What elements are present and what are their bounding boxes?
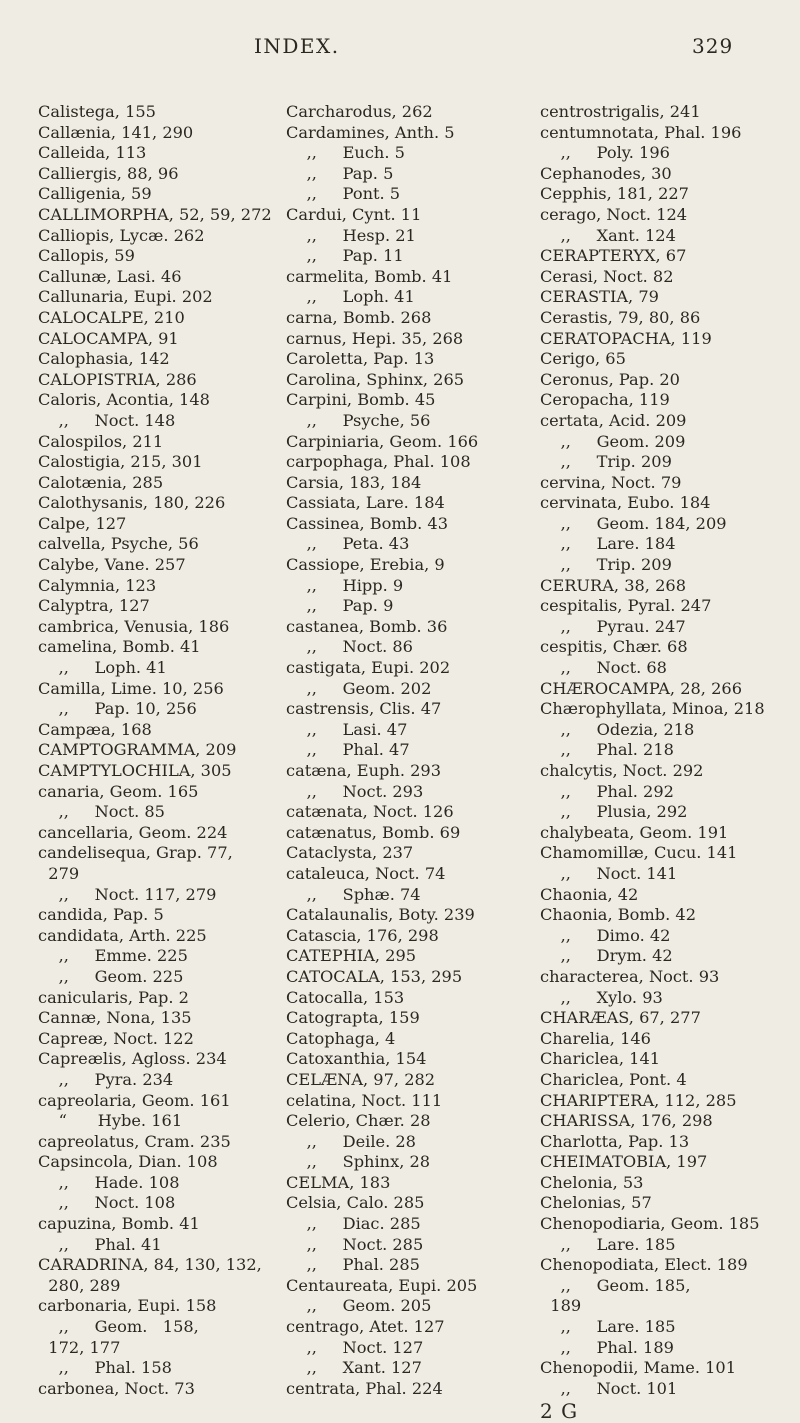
index-entry: capuzina, Bomb. 41 [38, 1214, 200, 1234]
index-entry: ,, Pap. 5 [286, 163, 394, 183]
index-entry: centrata, Phal. 224 [286, 1378, 443, 1398]
index-entry: catænata, Noct. 126 [286, 802, 454, 822]
index-entry: ,, Loph. 41 [38, 658, 167, 678]
index-entry: Calliergis, 88, 96 [38, 163, 179, 183]
index-entry: Callunaria, Eupi. 202 [38, 287, 213, 307]
index-entry: ,, Hesp. 21 [286, 225, 416, 245]
index-entry: carnus, Hepi. 35, 268 [286, 328, 464, 348]
index-entry: ,, Phal. 41 [38, 1234, 162, 1254]
index-entry: Catophaga, 4 [286, 1028, 396, 1048]
index-entry: Carsia, 183, 184 [286, 472, 422, 492]
index-entry: CALOPISTRIA, 286 [38, 369, 197, 389]
index-entry: Cepphis, 181, 227 [540, 184, 689, 204]
index-entry: Calliopis, Lycæ. 262 [38, 225, 205, 245]
index-entry: CHÆROCAMPA, 28, 266 [540, 678, 742, 698]
index-entry: castrensis, Clis. 47 [286, 699, 442, 719]
index-entry: cespitis, Chær. 68 [540, 637, 688, 657]
index-entry: ,, Trip. 209 [540, 555, 672, 575]
index-entry: Callunæ, Lasi. 46 [38, 266, 182, 286]
index-entry: Chenopodiata, Elect. 189 [540, 1255, 748, 1275]
index-entry: Calistega, 155 [38, 102, 156, 121]
index-entry: ,, Pap. 10, 256 [38, 699, 197, 719]
index-entry: cespitalis, Pyral. 247 [540, 596, 712, 616]
page-number: 329 [692, 34, 734, 58]
index-entry: ,, Noct. 68 [540, 658, 667, 678]
index-entry: Capsincola, Dian. 108 [38, 1152, 218, 1172]
index-entry: ,, Hade. 108 [38, 1172, 180, 1192]
index-entry: Caroletta, Pap. 13 [286, 349, 435, 369]
index-entry: Calymnia, 123 [38, 575, 157, 595]
index-entry: CARADRINA, 84, 130, 132, [38, 1255, 262, 1275]
index-entry: Capreælis, Agloss. 234 [38, 1049, 227, 1069]
index-entry: Chelonias, 57 [540, 1193, 652, 1213]
index-entry: carbonaria, Eupi. 158 [38, 1296, 217, 1316]
index-entry: capreolaria, Geom. 161 [38, 1090, 231, 1110]
index-entry: Calospilos, 211 [38, 431, 164, 451]
index-entry: CALLIMORPHA, 52, 59, 272 [38, 204, 272, 224]
index-entry: Catocalla, 153 [286, 987, 405, 1007]
index-entry: camelina, Bomb. 41 [38, 637, 201, 657]
index-entry: ,, Noct. 86 [286, 637, 413, 657]
index-entry: ,, Drym. 42 [540, 946, 673, 966]
index-entry: 172, 177 [38, 1337, 121, 1357]
index-entry: ,, Pap. 9 [286, 596, 394, 616]
index-entry: castigata, Eupi. 202 [286, 658, 451, 678]
index-entry: Catoxanthia, 154 [286, 1049, 427, 1069]
index-entry: candida, Pap. 5 [38, 905, 164, 925]
running-head-title: INDEX. [254, 34, 340, 58]
index-entry: ,, Xylo. 93 [540, 987, 663, 1007]
index-entry: canicularis, Pap. 2 [38, 987, 189, 1007]
index-entry: carbonea, Noct. 73 [38, 1378, 195, 1398]
index-entry: ,, Noct. 108 [38, 1193, 176, 1213]
index-entry: ,, Odezia, 218 [540, 719, 695, 739]
index-entry: certata, Acid. 209 [540, 410, 687, 430]
index-entry: Centaureata, Eupi. 205 [286, 1275, 478, 1295]
index-entry: ,, Noct. 293 [286, 781, 424, 801]
index-entry: ,, Geom. 185, [540, 1275, 691, 1295]
index-entry: Calyptra, 127 [38, 596, 150, 616]
index-entry: CAMPTYLOCHILA, 305 [38, 761, 232, 780]
index-entry: ,, Noct. 117, 279 [38, 884, 217, 904]
index-entry: CHARIPTERA, 112, 285 [540, 1090, 737, 1110]
index-entry: 279 [38, 863, 80, 883]
index-entry: Carolina, Sphinx, 265 [286, 369, 465, 389]
index-entry: cervinata, Eubo. 184 [540, 493, 711, 513]
index-entry: ,, Trip. 209 [540, 452, 672, 472]
index-entry: Chaonia, 42 [540, 884, 639, 904]
index-entry: Callopis, 59 [38, 246, 135, 266]
index-entry: Callænia, 141, 290 [38, 122, 194, 142]
index-entry: Calotænia, 285 [38, 472, 164, 492]
index-entry: CAMPTOGRAMMA, 209 [38, 740, 237, 760]
index-entry: castanea, Bomb. 36 [286, 616, 448, 636]
index-entry: Cassiata, Lare. 184 [286, 493, 445, 513]
index-entry: candidata, Arth. 225 [38, 925, 207, 945]
index-entry: centrago, Atet. 127 [286, 1317, 445, 1337]
index-entry: Charelia, 146 [540, 1028, 651, 1048]
index-entry: CALOCALPE, 210 [38, 307, 185, 327]
index-entry: CATOCALA, 153, 295 [286, 966, 463, 986]
index-entry: calvella, Psyche, 56 [38, 534, 199, 554]
index-entry: Ceronus, Pap. 20 [540, 369, 680, 389]
index-entry: “ Hybe. 161 [38, 1111, 183, 1131]
index-entry: ,, Plusia, 292 [540, 802, 688, 822]
index-entry: 189 [540, 1296, 582, 1316]
index-entry: ,, Phal. 158 [38, 1358, 172, 1378]
index-column-3 [540, 102, 782, 1422]
index-column-1 [38, 102, 280, 1399]
index-entry: Cassinea, Bomb. 43 [286, 513, 449, 533]
index-entry: CALOCAMPA, 91 [38, 328, 179, 348]
index-entry: CELÆNA, 97, 282 [286, 1069, 436, 1089]
index-entry: ,, Lasi. 47 [286, 719, 408, 739]
index-entry: Calligenia, 59 [38, 184, 152, 204]
index-entry: chalcytis, Noct. 292 [540, 761, 704, 780]
index-entry: Cannæ, Nona, 135 [38, 1008, 192, 1028]
signature-mark: 2 G [540, 1399, 579, 1423]
index-entry: ,, Peta. 43 [286, 534, 410, 554]
index-entry: Calophasia, 142 [38, 349, 170, 369]
index-entry: ,, Geom. 158, [38, 1317, 199, 1337]
index-entry: ,, Psyche, 56 [286, 410, 431, 430]
index-entry: ,, Geom. 184, 209 [540, 513, 727, 533]
index-entry: Cassiope, Erebia, 9 [286, 555, 445, 575]
index-entry: ,, Noct. 85 [38, 802, 165, 822]
index-entry: Catograpta, 159 [286, 1008, 420, 1028]
index-entry: ,, Noct. 148 [38, 410, 176, 430]
index-entry: Cardamines, Anth. 5 [286, 122, 455, 142]
index-entry: CHARÆAS, 67, 277 [540, 1008, 701, 1028]
index-entry: Catascia, 176, 298 [286, 925, 439, 945]
index-entry: Catalaunalis, Boty. 239 [286, 905, 475, 925]
index-entry: ,, Deile. 28 [286, 1131, 416, 1151]
index-entry: chalybeata, Geom. 191 [540, 822, 729, 842]
index-entry: carmelita, Bomb. 41 [286, 266, 453, 286]
index-entry: ,, Lare. 185 [540, 1317, 676, 1337]
index-entry: ,, Geom. 225 [38, 966, 184, 986]
index-entry: ,, Phal. 47 [286, 740, 410, 760]
index-entry: ,, Noct. 101 [540, 1378, 678, 1398]
index-entry: Chenopodiaria, Geom. 185 [540, 1214, 760, 1234]
index-entry: ,, Phal. 292 [540, 781, 674, 801]
index-entry: characterea, Noct. 93 [540, 966, 720, 986]
index-entry: ,, Euch. 5 [286, 143, 405, 163]
index-entry: ,, Diac. 285 [286, 1214, 421, 1234]
index-entry: Cardui, Cynt. 11 [286, 204, 422, 224]
index-entry: canaria, Geom. 165 [38, 781, 199, 801]
index-entry: 280, 289 [38, 1275, 121, 1295]
index-entry: Capreæ, Noct. 122 [38, 1028, 194, 1048]
index-entry: ,, Phal. 285 [286, 1255, 420, 1275]
index-entry: ,, Phal. 189 [540, 1337, 674, 1357]
index-entry: Celerio, Chær. 28 [286, 1111, 431, 1131]
index-entry: ,, Noct. 127 [286, 1337, 424, 1357]
index-entry: CELMA, 183 [286, 1172, 391, 1192]
index-entry: Calleida, 113 [38, 143, 147, 163]
index-entry: ,, Noct. 141 [540, 863, 678, 883]
index-entry: Celsia, Calo. 285 [286, 1193, 425, 1213]
index-entry: ,, Phal. 218 [540, 740, 674, 760]
index-entry: ,, Poly. 196 [540, 143, 670, 163]
index-entry: CERASTIA, 79 [540, 287, 659, 307]
index-entry: Carpiniaria, Geom. 166 [286, 431, 479, 451]
index-entry: Calpe, 127 [38, 513, 127, 533]
index-entry: Chenopodii, Mame. 101 [540, 1358, 737, 1378]
index-entry: ,, Noct. 285 [286, 1234, 424, 1254]
index-entry: Cataclysta, 237 [286, 843, 414, 863]
index-entry: catæna, Euph. 293 [286, 761, 442, 780]
index-entry: Chariclea, Pont. 4 [540, 1069, 687, 1089]
index-entry: Caloris, Acontia, 148 [38, 390, 210, 410]
index-entry: candelisequa, Grap. 77, [38, 843, 233, 863]
index-entry: ,, Dimo. 42 [540, 925, 671, 945]
index-entry: ,, Pyra. 234 [38, 1069, 174, 1089]
index-entry: ,, Xant. 127 [286, 1358, 422, 1378]
index-entry: ,, Lare. 184 [540, 534, 676, 554]
index-entry: ,, Geom. 209 [540, 431, 686, 451]
index-entry: Ceropacha, 119 [540, 390, 670, 410]
index-entry: CERATOPACHA, 119 [540, 328, 712, 348]
index-entry: Chariclea, 141 [540, 1049, 661, 1069]
index-entry: ,, Hipp. 9 [286, 575, 404, 595]
index-entry: Cerigo, 65 [540, 349, 626, 369]
index-entry: CERAPTERYX, 67 [540, 246, 687, 266]
index-entry: Cephanodes, 30 [540, 163, 672, 183]
index-entry: Cerastis, 79, 80, 86 [540, 307, 701, 327]
index-entry: Charlotta, Pap. 13 [540, 1131, 690, 1151]
index-entry: Carcharodus, 262 [286, 102, 433, 121]
index-entry: Carpini, Bomb. 45 [286, 390, 436, 410]
index-entry: Calybe, Vane. 257 [38, 555, 186, 575]
index-entry: centrostrigalis, 241 [540, 102, 701, 121]
index-entry: ,, Lare. 185 [540, 1234, 676, 1254]
index-entry: ,, Loph. 41 [286, 287, 415, 307]
index-entry: Cerasi, Noct. 82 [540, 266, 674, 286]
index-entry: Calostigia, 215, 301 [38, 452, 203, 472]
index-entry: ,, Geom. 202 [286, 678, 432, 698]
index-entry: ,, Pyrau. 247 [540, 616, 686, 636]
index-entry: carpophaga, Phal. 108 [286, 452, 471, 472]
index-entry: capreolatus, Cram. 235 [38, 1131, 231, 1151]
index-entry: CATEPHIA, 295 [286, 946, 417, 966]
index-entry: CERURA, 38, 268 [540, 575, 686, 595]
index-entry: catænatus, Bomb. 69 [286, 822, 461, 842]
index-entry: ,, Geom. 205 [286, 1296, 432, 1316]
index-entry: Chærophyllata, Minoa, 218 [540, 699, 765, 719]
page-header [0, 34, 800, 64]
index-entry: Camilla, Lime. 10, 256 [38, 678, 224, 698]
index-entry: celatina, Noct. 111 [286, 1090, 443, 1110]
index-entry: cervina, Noct. 79 [540, 472, 682, 492]
index-entry: Chaonia, Bomb. 42 [540, 905, 696, 925]
index-entry: Chelonia, 53 [540, 1172, 644, 1192]
index-entry: ,, Sphæ. 74 [286, 884, 421, 904]
index-entry: Campæa, 168 [38, 719, 152, 739]
index-entry: cambrica, Venusia, 186 [38, 616, 230, 636]
index-entry: centumnotata, Phal. 196 [540, 122, 742, 142]
index-entry: ,, Pap. 11 [286, 246, 404, 266]
index-entry: cerago, Noct. 124 [540, 204, 688, 224]
index-entry: cancellaria, Geom. 224 [38, 822, 228, 842]
index-entry: ,, Sphinx, 28 [286, 1152, 431, 1172]
index-entry: Calothysanis, 180, 226 [38, 493, 226, 513]
index-entry: cataleuca, Noct. 74 [286, 863, 446, 883]
index-entry: carna, Bomb. 268 [286, 307, 432, 327]
index-entry: CHARISSA, 176, 298 [540, 1111, 713, 1131]
index-entry: ,, Emme. 225 [38, 946, 188, 966]
index-entry: CHEIMATOBIA, 197 [540, 1152, 708, 1172]
index-entry: Chamomillæ, Cucu. 141 [540, 843, 738, 863]
index-entry: ,, Pont. 5 [286, 184, 401, 204]
index-entry: ,, Xant. 124 [540, 225, 676, 245]
index-column-2 [286, 102, 528, 1399]
